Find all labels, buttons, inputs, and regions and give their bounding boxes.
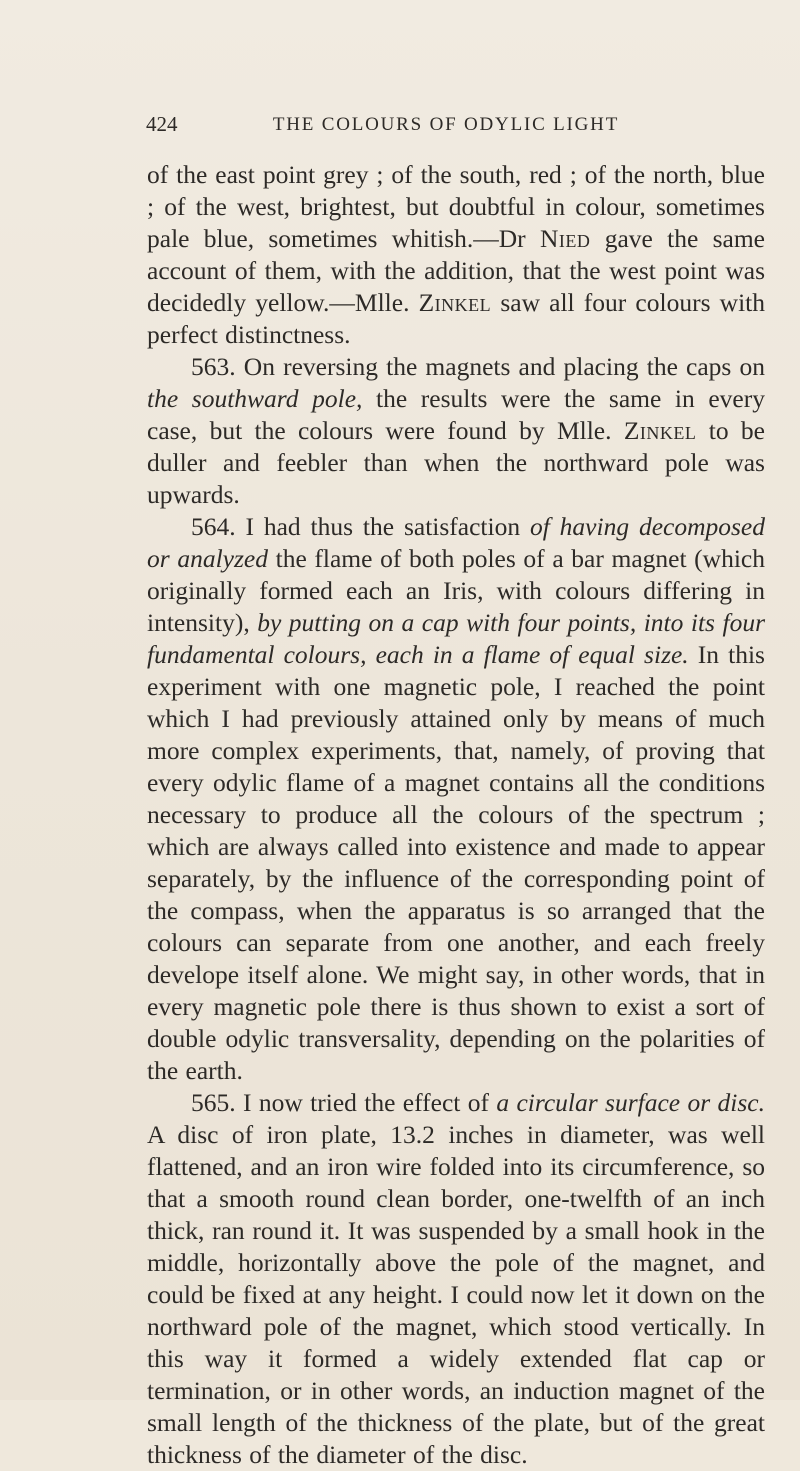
person-name: Nied (539, 224, 591, 253)
italic-phrase: by putting on a cap with four points, into its four fundamental colours, each in a flame of equal size. (147, 608, 765, 669)
running-title: THE COLOURS OF ODYLIC LIGHT (272, 114, 620, 135)
person-name: Zinkel (418, 288, 492, 317)
text-run: 564. I had thus the satisfaction (191, 512, 530, 541)
italic-phrase: a circular surface or disc. (496, 1088, 765, 1117)
paragraph-continuation (147, 159, 765, 351)
text-run: of the east point grey ; of the south, red ; of the north, blue ; of the west, brightest, but doubtful in colour, sometimes pale blue, sometimes whitish.—Dr (147, 160, 765, 253)
page-header (146, 112, 746, 142)
page-number: 424 (146, 112, 178, 136)
text-run: gave the same account of them, with the addition, that the west point was decidedly yellow.—Mlle. (147, 224, 766, 317)
body-text (147, 159, 765, 1471)
text-run: 563. On reversing the magnets and placing the caps on (191, 352, 765, 381)
text-run: saw all four colours with perfect distinctness. (147, 288, 765, 349)
italic-phrase: of having decomposed or analyzed (147, 512, 765, 573)
text-run: In this experiment with one magnetic pole, I reached the point which I had previously attained only by means of much more complex experiments, that, namely, of proving that every odylic flame of a magnet contains all the conditions necessary to produce all the colours of the spectrum ; which are always called into existence and made to appear separately, by the influence of the corresponding point of the compass, when the apparatus is so arranged that the colours can separate from one another, and each freely develope itself alone. We might say, in other words, that in every magnetic pole there is thus shown to exist a sort of double odylic transversality, depending on the polarities of the earth. (147, 640, 765, 1085)
text-run: the flame of both poles of a bar magnet (which originally formed each an Iris, with colours differing in intensity), (147, 544, 765, 637)
paragraph-564 (147, 511, 765, 1087)
text-run: 565. I now tried the effect of (191, 1088, 497, 1117)
text-run: to be duller and feebler than when the northward pole was upwards. (147, 416, 765, 509)
person-name: Zinkel (623, 416, 697, 445)
italic-phrase: the southward pole, (147, 384, 363, 413)
paragraph-565 (147, 1087, 765, 1471)
text-run: A disc of iron plate, 13.2 inches in diameter, was well flattened, and an iron wire folded into its circumference, so that a smooth round clean border, one-twelfth of an inch thick, ran round it. It was suspended by a small hook in the middle, horizontally above the pole of the magnet, and could be fixed at any height. I could now let it down on the northward pole of the magnet, which stood vertically. In this way it formed a widely extended flat cap or termination, or in other words, an induction magnet of the small length of the thickness of the plate, but of the great thickness of the diameter of the disc. (147, 1120, 765, 1469)
paragraph-563 (147, 351, 765, 511)
text-run: the results were the same in every case, but the colours were found by Mlle. (147, 384, 765, 445)
